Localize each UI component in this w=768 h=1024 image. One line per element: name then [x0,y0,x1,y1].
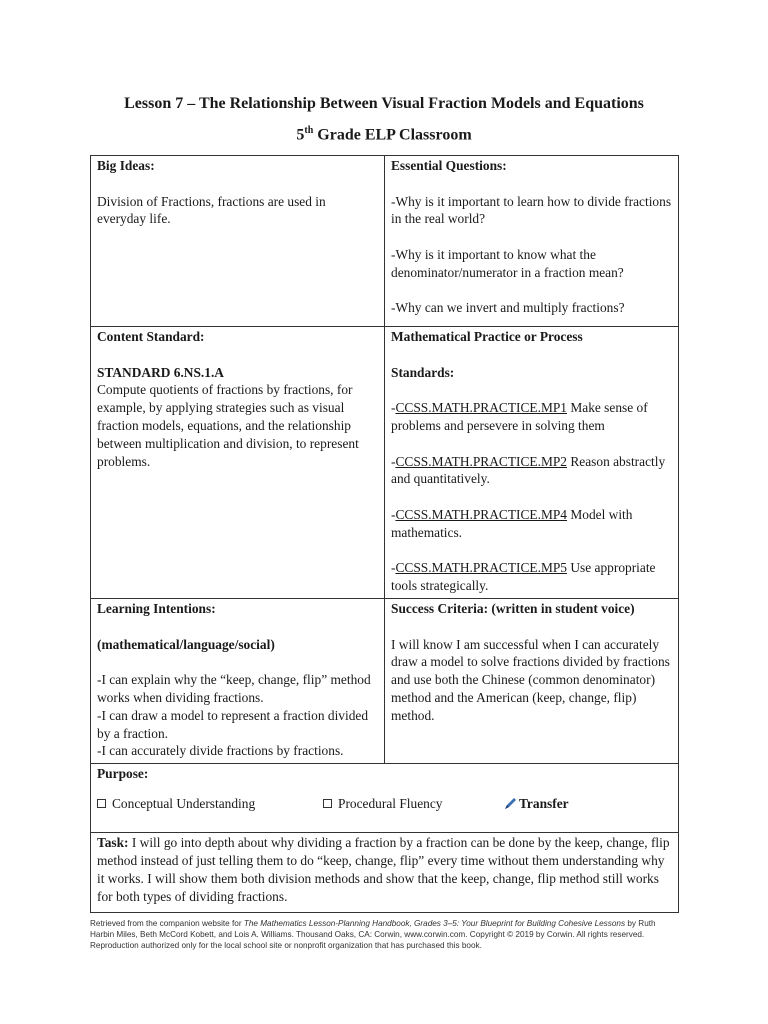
practice-item-1 [391,399,672,435]
standard-code: STANDARD 6.NS.1.A [97,364,224,380]
checkbox-empty-icon[interactable] [323,799,332,808]
purpose-option-label: Procedural Fluency [338,795,443,811]
grade-ordinal: th [304,125,314,136]
math-practice-heading: Mathematical Practice or Process [391,329,583,344]
purpose-option-label: Conceptual Understanding [112,795,256,811]
practice-item-4 [391,559,672,595]
big-ideas-heading: Big Ideas: [97,158,155,173]
essential-questions-cell [385,156,679,327]
row-big-ideas [91,156,679,327]
purpose-options [97,795,672,813]
learning-intention-1: -I can explain why the “keep, change, flip” method works when dividing fractions. [97,672,371,705]
practice-prefix: - [391,560,396,576]
row-purpose [91,764,679,833]
practice-item-3 [391,506,672,542]
footer-part-1: Retrieved from the companion website for [90,919,244,928]
row-task [91,833,679,913]
content-standard-heading: Content Standard: [97,329,205,344]
purpose-option-procedural[interactable] [323,795,503,813]
practice-text: Model with mathematics. [391,506,633,540]
success-criteria-heading: Success Criteria: (written in student voice) [391,600,635,616]
success-criteria-text: I will know I am successful when I can accurately draw a model to solve fractions divided by fractions and use both the Chinese (common denominator) method and the American (keep, change, flip) method. [391,636,670,723]
practice-link-mp4[interactable]: CCSS.MATH.PRACTICE.MP4 [395,506,567,522]
practice-prefix: - [391,453,396,469]
learning-intention-3: -I can accurately divide fractions by fractions. [97,743,344,759]
practice-text: Use appropriate tools strategically. [391,560,656,594]
footer-book-title: The Mathematics Lesson-Planning Handbook, Grades 3–5: Your Blueprint for Building Cohesive Lessons [243,919,626,928]
checkbox-empty-icon[interactable] [97,799,106,808]
essential-question-3: -Why can we invert and multiply fractions? [391,300,625,316]
page-title: Lesson 7 – The Relationship Between Visual Fraction Models and Equations [124,95,644,112]
content-standard-text: Compute quotients of fractions by fractions, for example, by applying strategies such as visual fraction models, equations, and the relationship between multiplication and division, to represent problems. [97,382,359,469]
page-subtitle [0,125,768,144]
purpose-cell [91,764,679,833]
subtitle-rest: Grade ELP Classroom [313,126,472,144]
essential-question-2: -Why is it important to know what the denominator/numerator in a fraction mean? [391,246,624,280]
task-text: I will go into depth about why dividing a fraction by a fraction can be done by the keep, change, flip method instead of just telling them to do “keep, change, flip” every time without them understanding why it works. I will show them both division methods and show that the keep, change, flip method still works for both types of dividing fractions. [97,835,670,904]
learning-intentions-sub: (mathematical/language/social) [97,636,275,652]
big-ideas-cell [91,156,385,327]
essential-questions-heading: Essential Questions: [391,158,507,173]
task-cell [91,833,679,913]
practice-link-mp1[interactable]: CCSS.MATH.PRACTICE.MP1 [395,400,567,416]
lesson-plan-table [90,155,679,913]
practice-prefix: - [391,400,396,416]
practice-link-mp5[interactable]: CCSS.MATH.PRACTICE.MP5 [395,560,567,576]
essential-question-1: -Why is it important to learn how to divide fractions in the real world? [391,193,672,227]
purpose-heading: Purpose: [97,766,149,782]
content-standard-cell [91,327,385,599]
practice-link-mp2[interactable]: CCSS.MATH.PRACTICE.MP2 [395,453,567,469]
task-heading: Task: [97,835,129,851]
practice-item-2 [391,453,672,489]
purpose-option-transfer[interactable] [503,795,569,813]
success-criteria-cell [385,598,679,763]
practice-text: Reason abstractly and quantitatively. [391,453,666,487]
math-practice-cell [385,327,679,599]
purpose-option-conceptual[interactable] [97,795,323,813]
grade-number: 5 [296,126,305,144]
footer-credit [90,918,680,951]
math-practice-subheading: Standards: [391,364,455,380]
purpose-option-label: Transfer [519,795,569,811]
learning-intention-2: -I can draw a model to represent a fraction divided by a fraction. [97,707,369,741]
row-standards [91,327,679,599]
pencil-check-icon[interactable] [503,797,517,811]
learning-intentions-cell [91,598,385,763]
footer-part-2: by Ruth Harbin Miles, Beth McCord Kobett, and Lois A. Williams. Thousand Oaks, CA: Corwin, www.corwin.com. Copyright © 2019 by Corwin. All rights reserved. Reproduction authorized only for the local school site or nonprofit organization that has purchased this book. [90,919,656,950]
practice-text: Make sense of problems and persevere in solving them [391,400,648,433]
row-learning [91,598,679,763]
learning-intentions-heading: Learning Intentions: [97,600,216,616]
big-ideas-text: Division of Fractions, fractions are used in everyday life. [97,193,326,227]
practice-prefix: - [391,506,396,522]
